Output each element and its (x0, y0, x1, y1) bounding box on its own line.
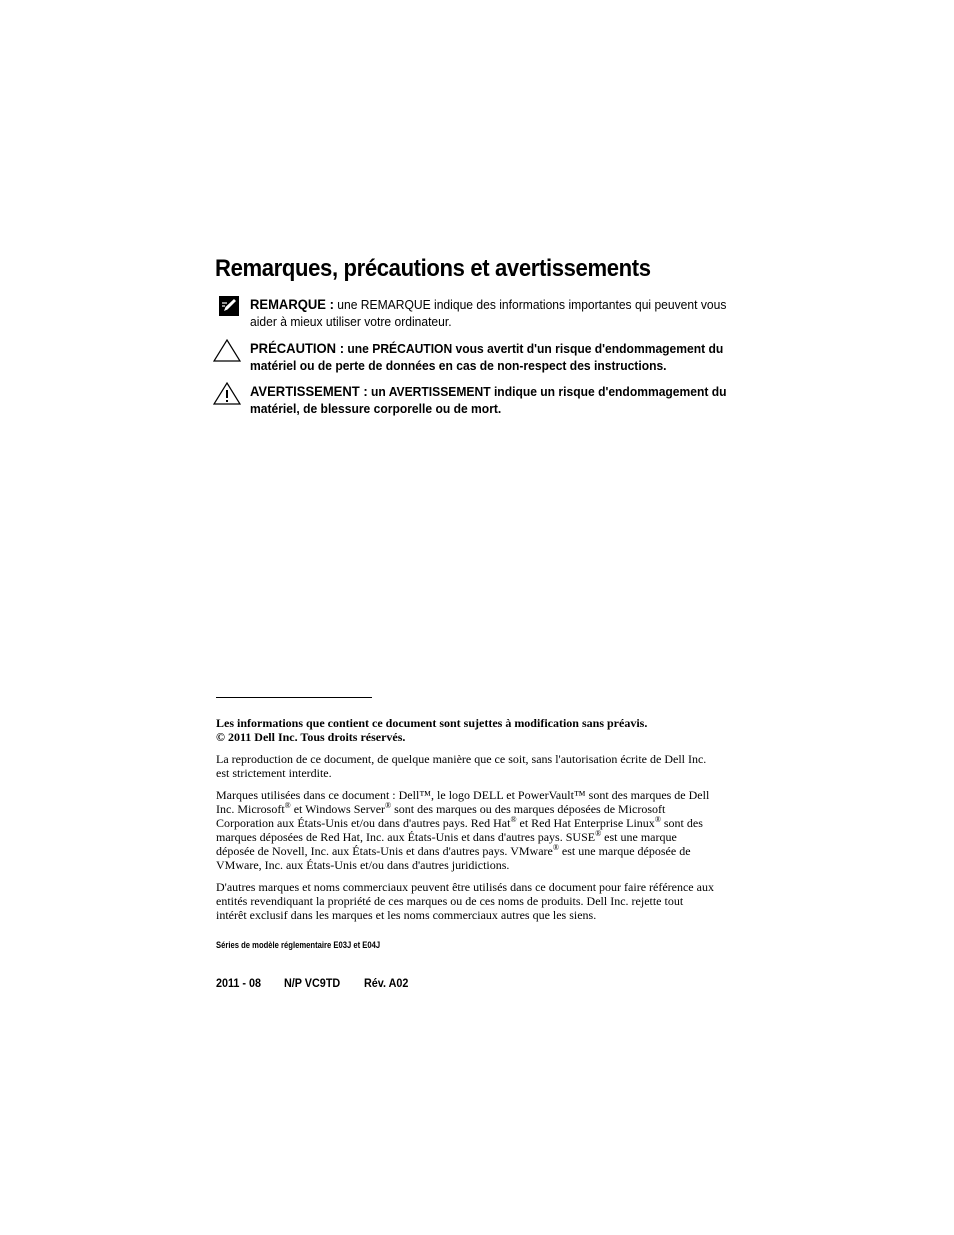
model-series: Séries de modèle réglementaire E03J et E04J (216, 940, 381, 950)
warning-text: un AVERTISSEMENT indique un risque d'endommagement du matériel, de blessure corporelle ou de mort. (250, 384, 727, 416)
footer-revision: Rév. A02 (364, 976, 409, 990)
page-title: Remarques, précautions et avertissements (215, 255, 651, 282)
note-text: une REMARQUE indique des informations importantes qui peuvent vous aider à mieux utiliser votre ordinateur. (250, 297, 727, 329)
trademarks-paragraph: Marques utilisées dans ce document : Dell™, le logo DELL et PowerVault™ sont des marques de Dell Inc. Microsoft® et Windows Server® sont des marques ou des marques déposées de Microsoft Corporation aux États-Unis et/ou dans d'autres pays. Red Hat® et Red Hat Enterprise Linux® sont des marques déposées de Red Hat, Inc. aux États-Unis et dans d'autres pays. SUSE® est une marque déposée de Novell, Inc. aux États-Unis et dans d'autres pays. VMware® est une marque déposée de VMware, Inc. aux États-Unis et/ou dans d'autres juridictions. (216, 788, 710, 872)
note-notice (212, 295, 732, 330)
separator-rule (216, 697, 372, 698)
warning-triangle-icon (212, 382, 242, 406)
notice-line: Les informations que contient ce document sont sujettes à modification sans préavis. (216, 716, 648, 730)
other-marks-paragraph: D'autres marques et noms commerciaux peuvent être utilisés dans ce document pour faire référence aux entités revendiquant la propriété de ces marques ou de ces noms de produits. Dell Inc. rejette tout intérêt exclusif dans les marques et les noms commerciaux autres que les siens. (216, 880, 714, 922)
legal-notice (216, 716, 716, 744)
copyright: © 2011 Dell Inc. Tous droits réservés. (216, 730, 406, 744)
warning-notice (212, 382, 732, 417)
caution-notice (212, 339, 732, 374)
note-pencil-icon (212, 295, 242, 319)
caution-label: PRÉCAUTION : (250, 340, 345, 356)
caution-triangle-icon (212, 339, 242, 363)
warning-label: AVERTISSEMENT : (250, 383, 368, 399)
footer-date: 2011 - 08 (216, 976, 262, 990)
footer-part-number: N/P VC9TD (284, 976, 341, 990)
caution-text: une PRÉCAUTION vous avertit d'un risque d'endommagement du matériel ou de perte de données en cas de non-respect des instructions. (250, 341, 724, 373)
reproduction-paragraph: La reproduction de ce document, de quelque manière que ce soit, sans l'autorisation écrite de Dell Inc. est strictement interdite. (216, 752, 707, 780)
note-label: REMARQUE : (250, 296, 334, 312)
